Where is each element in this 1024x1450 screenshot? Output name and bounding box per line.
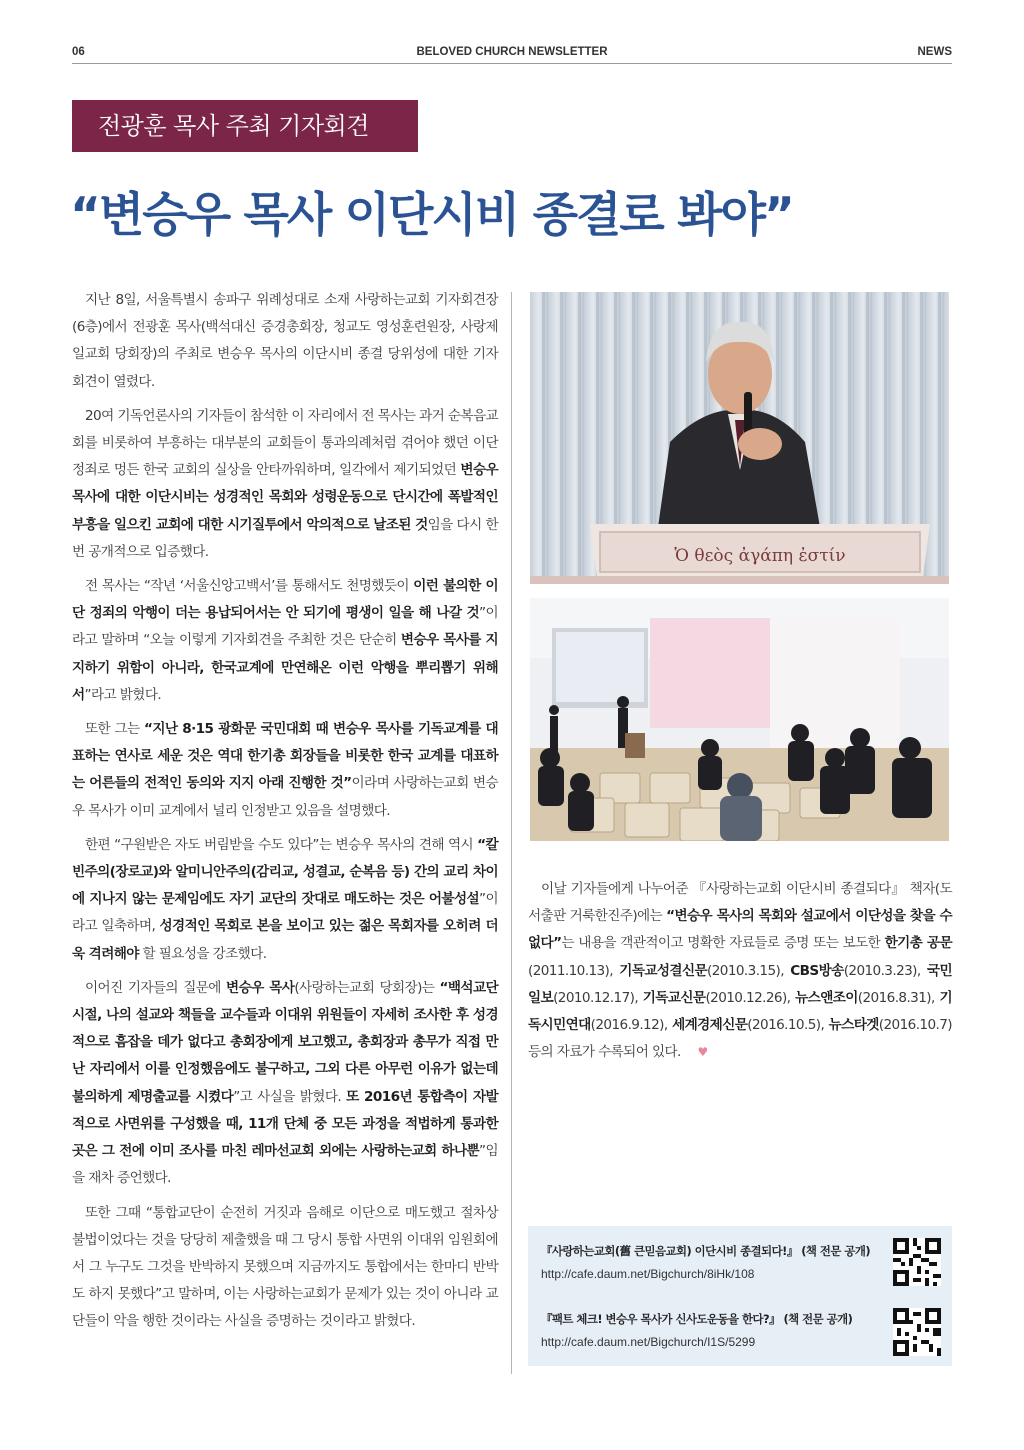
paragraph-4: 또한 그는 “지난 8·15 광화문 국민대회 때 변승우 목사를 기독교계를 대표하는 연사로 세운 것은 역대 한기총 회장들을 비롯한 한국 교계를 대표하는 어른들의 전적인 동의와 지지 아래 진행한 것”이라며 사랑하는교회 변승우 목사가 이미 교계에서 널리 인정받고 있음을 설명했다. xyxy=(72,721,498,819)
related-link-2-title: 『팩트 체크! 변승우 목사가 신사도운동을 한다?』 (책 전문 공개) xyxy=(541,1312,853,1326)
paragraph-3: 전 목사는 “작년 ‘서울신앙고백서’를 통해서도 천명했듯이 이런 불의한 이단 정죄의 악행이 더는 용납되어서는 안 되기에 평생이 일을 해 나갈 것”이라고 말하며 “오늘 이렇게 기자회견을 주최한 것은 단순히 변승우 목사를 지지하기 위함이 아니라, 한국교계에 만연해온 이런 악행을 뿌리뽑기 위해서”라고 밝혔다. xyxy=(72,578,498,703)
paragraph-5: 한편 “구원받은 자도 버림받을 수도 있다”는 변승우 목사의 견해 역시 “칼빈주의(장로교)와 알미니안주의(감리교, 성결교, 순복음 등) 간의 교리 차이에 지나지 않는 문제임에도 자기 교단의 잣대로 매도하는 것은 어불성설”이라고 일축하며, 성경적인 목회로 본을 보이고 있는 젊은 목회자를 오히려 더욱 격려해야 할 필요성을 강조했다. xyxy=(72,836,498,962)
newsletter-title: BELOVED CHURCH NEWSLETTER xyxy=(416,46,608,58)
page-header xyxy=(72,44,952,64)
related-link-2-url[interactable]: http://cafe.daum.net/Bigchurch/I1S/5299 xyxy=(541,1335,756,1349)
article-body-left-column xyxy=(72,287,498,1343)
heart-icon: ♥ xyxy=(697,1045,708,1060)
paragraph-1: 지난 8일, 서울특별시 송파구 위례성대로 소재 사랑하는교회 기자회견장(6층)에서 전광훈 목사(백석대신 증경총회장, 청교도 영성훈련원장, 사랑제일교회 당회장)의 주최로 변승우 목사의 이단시비 종결 당위성에 대한 기자회견이 열렸다. xyxy=(72,292,498,390)
photo-speaker-at-podium xyxy=(530,292,949,584)
related-links-box xyxy=(528,1226,952,1366)
paragraph-7: 또한 그때 “통합교단이 순전히 거짓과 음해로 이단으로 매도했고 절차상 불법이었다는 것을 당당히 제출했을 때 그 당시 통합 사면위 이대위 임원회에서 그 누구도 그것을 반박하지 못했으며 지금까지도 통합에서는 한마디 반박도 하지 못했다”고 말하며, 이는 사랑하는교회가 문제가 있는 것이 아니라 교단들이 악을 행한 것이라는 사실을 증명하는 것이라고 밝혔다. xyxy=(72,1204,498,1330)
article-headline: “변승우 목사 이단시비 종결로 봐야” xyxy=(70,188,793,243)
podium-inscription: Ὁ θεὸς ἀγάπη ἐστίν xyxy=(674,546,846,566)
related-link-1-url[interactable]: http://cafe.daum.net/Bigchurch/8iHk/108 xyxy=(541,1267,755,1281)
article-body-right-column xyxy=(528,876,952,1073)
section-label: NEWS xyxy=(917,46,952,58)
related-link-1-title: 『사랑하는교회(舊 큰믿음교회) 이단시비 종결되다!』 (책 전문 공개) xyxy=(541,1244,871,1258)
paragraph-8: 이날 기자들에게 나누어준 『사랑하는교회 이단시비 종결되다』 책자(도서출판 거룩한진주)에는 “변승우 목사의 목회와 설교에서 이단성을 찾을 수 없다”는 내용을 객관적이고 명확한 자료들로 증명 또는 보도한 한기총 공문(2011.10.13), 기독교성결신문(2010.3.15), CBS방송(2010.3.23), 국민일보(2010.12.17), 기독교신문(2010.12.26), 뉴스앤조이(2016.8.31), 기독시민연대(2016.9.12), 세계경제신문(2016.10.5), 뉴스타겟(2016.10.7) 등의 자료가 수록되어 있다. ♥ xyxy=(528,876,952,1066)
qr-code-icon[interactable] xyxy=(893,1308,941,1356)
related-link-1[interactable] xyxy=(541,1243,870,1281)
column-divider xyxy=(511,292,512,1374)
header-divider xyxy=(72,63,952,64)
page-number: 06 xyxy=(72,46,85,58)
article-kicker: 전광훈 목사 주최 기자회견 xyxy=(72,100,418,152)
photo-press-conference-hall xyxy=(530,598,949,841)
related-link-2[interactable] xyxy=(541,1311,852,1349)
paragraph-6: 이어진 기자들의 질문에 변승우 목사(사랑하는교회 당회장)는 “백석교단 시절, 나의 설교와 책들을 교수들과 이대위 위원들이 자세히 조사한 후 성경적으로 흠잡을 데가 없다고 총회장에게 보고했고, 총회장과 총무가 직접 만난 자리에서 이를 인정했음에도 불구하고, 그외 다른 아무런 이유가 없는데 불의하게 제명출교를 시켰다”고 사실을 밝혔다. 또 2016년 통합측이 자발적으로 사면위를 구성했을 때, 11개 단체 중 모든 과정을 적법하게 통과한 곳은 그 전에 이미 조사를 마친 레마선교회 외에는 사랑하는교회 하나뿐”임을 재차 증언했다. xyxy=(72,979,499,1187)
qr-code-icon[interactable] xyxy=(893,1238,941,1286)
paragraph-2: 20여 기독언론사의 기자들이 참석한 이 자리에서 전 목사는 과거 순복음교회를 비롯하여 부흥하는 대부분의 교회들이 통과의례처럼 겪어야 했던 이단정죄로 멍든 한국 교회의 실상을 안타까워하며, 일각에서 제기되었던 변승우 목사에 대한 이단시비는 성경적인 목회와 성령운동으로 단시간에 폭발적인 부흥을 일으킨 교회에 대한 시기질투에서 악의적으로 날조된 것임을 다시 한 번 공개적으로 입증했다. xyxy=(72,407,499,560)
